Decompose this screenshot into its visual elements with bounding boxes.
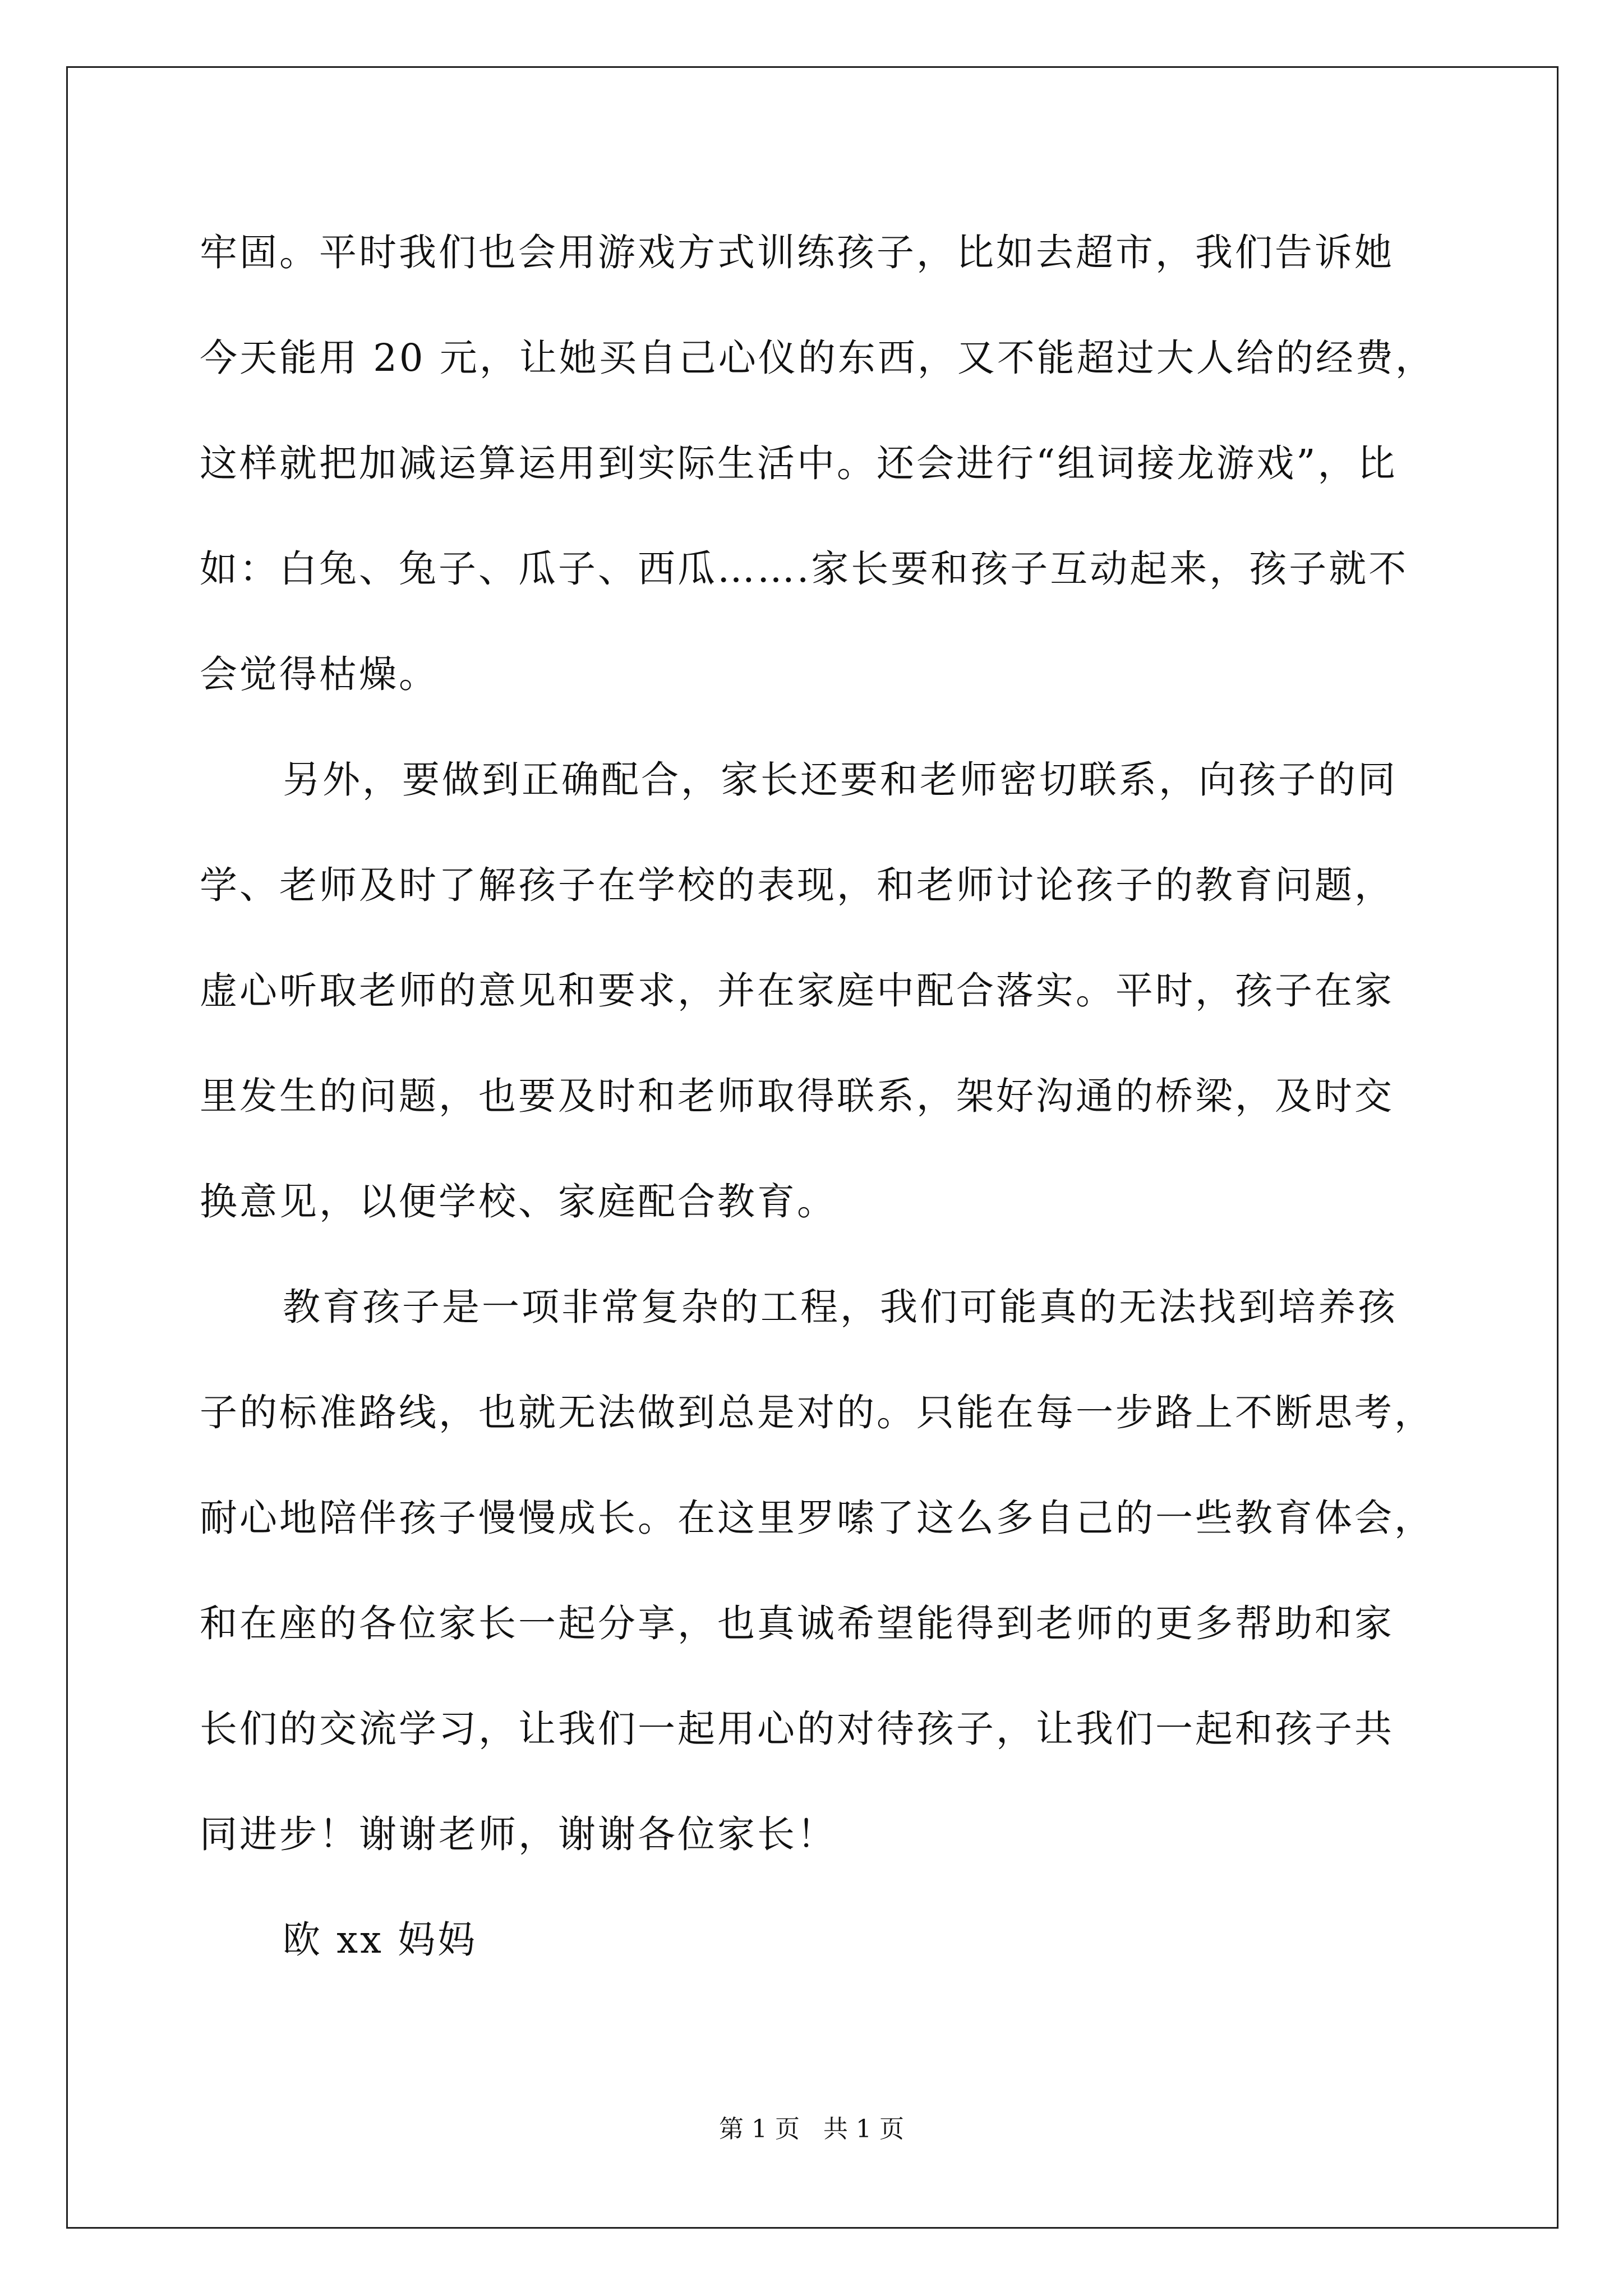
text-line: 会觉得枯燥。 bbox=[200, 652, 439, 696]
text-line: 和在座的各位家长一起分享，也真诚希望能得到老师的更多帮助和家 bbox=[200, 1602, 1394, 1645]
document-body bbox=[200, 211, 1439, 2004]
text-line: 如：白兔、兔子、瓜子、西瓜…….家长要和孩子互动起来，孩子就不 bbox=[200, 547, 1409, 591]
text-line: 牢固。平时我们也会用游戏方式训练孩子，比如去超市，我们告诉她 bbox=[200, 231, 1394, 274]
text-line: 换意见，以便学校、家庭配合教育。 bbox=[200, 1180, 837, 1223]
text-line: 学、老师及时了解孩子在学校的表现，和老师讨论孩子的教育问题， bbox=[200, 863, 1394, 907]
text-line: 今天能用 20 元，让她买自己心仪的东西，又不能超过大人给的经费， bbox=[200, 336, 1435, 380]
text-line: 长们的交流学习，让我们一起用心的对待孩子，让我们一起和孩子共 bbox=[200, 1707, 1394, 1751]
text-line: 里发生的问题，也要及时和老师取得联系，架好沟通的桥梁，及时交 bbox=[200, 1074, 1394, 1118]
signature-line: 欧 xx 妈妈 bbox=[283, 1918, 478, 1962]
text-line: 同进步！谢谢老师，谢谢各位家长！ bbox=[200, 1812, 837, 1856]
paragraph-first-line: 另外，要做到正确配合，家长还要和老师密切联系，向孩子的同 bbox=[283, 758, 1398, 802]
text-line: 虚心听取老师的意见和要求，并在家庭中配合落实。平时，孩子在家 bbox=[200, 969, 1394, 1013]
text-line: 耐心地陪伴孩子慢慢成长。在这里罗嗦了这么多自己的一些教育体会， bbox=[200, 1496, 1434, 1540]
text-line: 子的标准路线，也就无法做到总是对的。只能在每一步路上不断思考， bbox=[200, 1391, 1434, 1434]
page-number-footer: 第 1 页 共 1 页 bbox=[719, 2115, 904, 2143]
text-line: 这样就把加减运算运用到实际生活中。还会进行“组词接龙游戏”，比 bbox=[200, 441, 1398, 485]
paragraph-first-line: 教育孩子是一项非常复杂的工程，我们可能真的无法找到培养孩 bbox=[283, 1285, 1398, 1329]
